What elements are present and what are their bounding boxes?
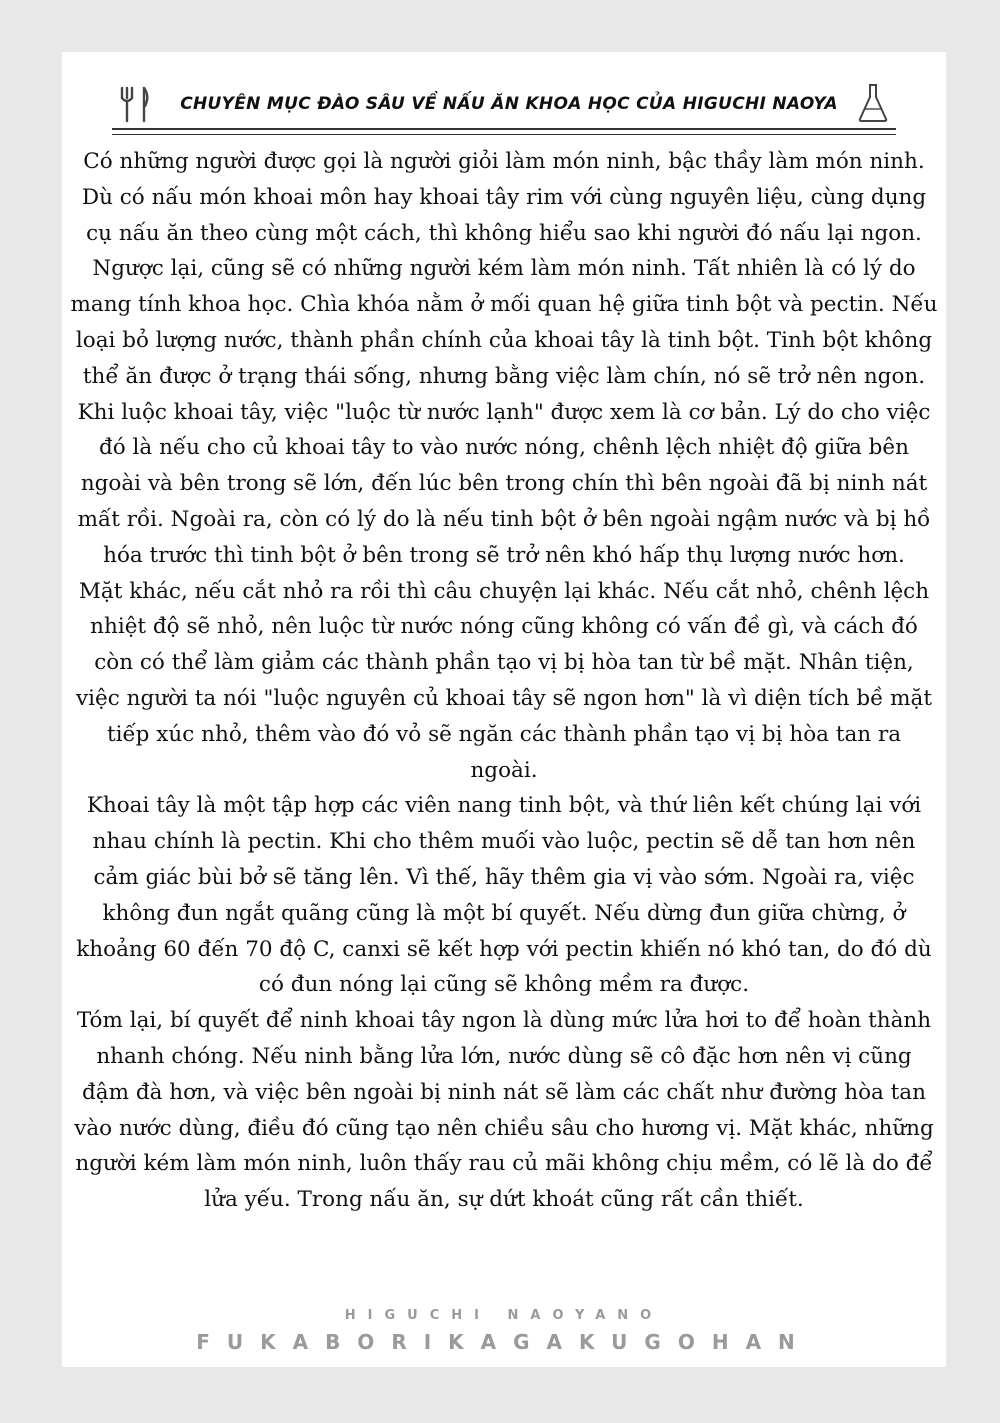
header-rule [112, 128, 896, 130]
article-panel [62, 52, 946, 1367]
paragraph: Có những người được gọi là người giỏi làm món ninh, bậc thầy làm món ninh. Dù có nấu món khoai môn hay khoai tây rim với cùng nguyên liệu, cùng dụng cụ nấu ăn theo cùng một cách, thì không hiểu sao khi người đó nấu lại ngon. Ngược lại, cũng sẽ có những người kém làm món ninh. Tất nhiên là có lý do mang tính khoa học. Chìa khóa nằm ở mối quan hệ giữa tinh bột và pectin. Nếu loại bỏ lượng nước, thành phần chính của khoai tây là tinh bột. Tinh bột không thể ăn được ở trạng thái sống, nhưng bằng việc làm chín, nó sẽ trở nên ngon. [70, 149, 938, 389]
header-rule-thin [112, 134, 896, 135]
column-header [112, 80, 896, 130]
paragraph: Khoai tây là một tập hợp các viên nang tinh bột, và thứ liên kết chúng lại với nhau chính là pectin. Khi cho thêm muối vào luộc, pectin sẽ dễ tan hơn nên cảm giác bùi bở sẽ tăng lên. Vì thế, hãy thêm gia vị vào sớm. Ngoài ra, việc không đun ngắt quãng cũng là một bí quyết. Nếu dừng đun giữa chừng, ở khoảng 60 đến 70 độ C, canxi sẽ kết hợp với pectin khiến nó khó tan, do đó dù có đun nóng lại cũng sẽ không mềm ra được. [76, 793, 932, 998]
footer-line-author: HIGUCHI NAOYANO [344, 1308, 664, 1323]
column-title: CHUYÊN MỤC ĐÀO SÂU VỀ NẤU ĂN KHOA HỌC CỦA HIGUCHI NAOYA [180, 94, 838, 114]
paragraph: Mặt khác, nếu cắt nhỏ ra rồi thì câu chuyện lại khác. Nếu cắt nhỏ, chênh lệch nhiệt độ sẽ nhỏ, nên luộc từ nước nóng cũng không có vấn đề gì, và cách đó còn có thể làm giảm các thành phần tạo vị bị hòa tan từ bề mặt. Nhân tiện, việc người ta nói "luộc nguyên củ khoai tây sẽ ngon hơn" là vì diện tích bề mặt tiếp xúc nhỏ, thêm vào đó vỏ sẽ ngăn các thành phần tạo vị bị hòa tan ra ngoài. [75, 578, 932, 783]
series-footer [62, 1305, 946, 1357]
paragraph: Tóm lại, bí quyết để ninh khoai tây ngon là dùng mức lửa hơi to để hoàn thành nhanh chóng. Nếu ninh bằng lửa lớn, nước dùng sẽ cô đặc hơn nên vị cũng đậm đà hơn, và việc bên ngoài bị ninh nát sẽ làm các chất như đường hòa tan vào nước dùng, điều đó cũng tạo nên chiều sâu cho hương vị. Mặt khác, những người kém làm món ninh, luôn thấy rau củ mãi không chịu mềm, có lẽ là do để lửa yếu. Trong nấu ăn, sự dứt khoát cũng rất cần thiết. [74, 1008, 934, 1213]
footer-line-series: FUKABORIKAGAKUGOHAN [196, 1330, 812, 1354]
paragraph: Khi luộc khoai tây, việc "luộc từ nước lạnh" được xem là cơ bản. Lý do cho việc đó là nếu cho củ khoai tây to vào nước nóng, chênh lệch nhiệt độ giữa bên ngoài và bên trong sẽ lớn, đến lúc bên trong chín thì bên ngoài đã bị ninh nát mất rồi. Ngoài ra, còn có lý do là nếu tinh bột ở bên ngoài ngậm nước và bị hồ hóa trước thì tinh bột ở bên trong sẽ trở nên khó hấp thụ lượng nước hơn. [77, 399, 931, 568]
fork-icon [118, 84, 154, 124]
article-body [62, 144, 946, 1218]
flask-icon [856, 82, 890, 124]
